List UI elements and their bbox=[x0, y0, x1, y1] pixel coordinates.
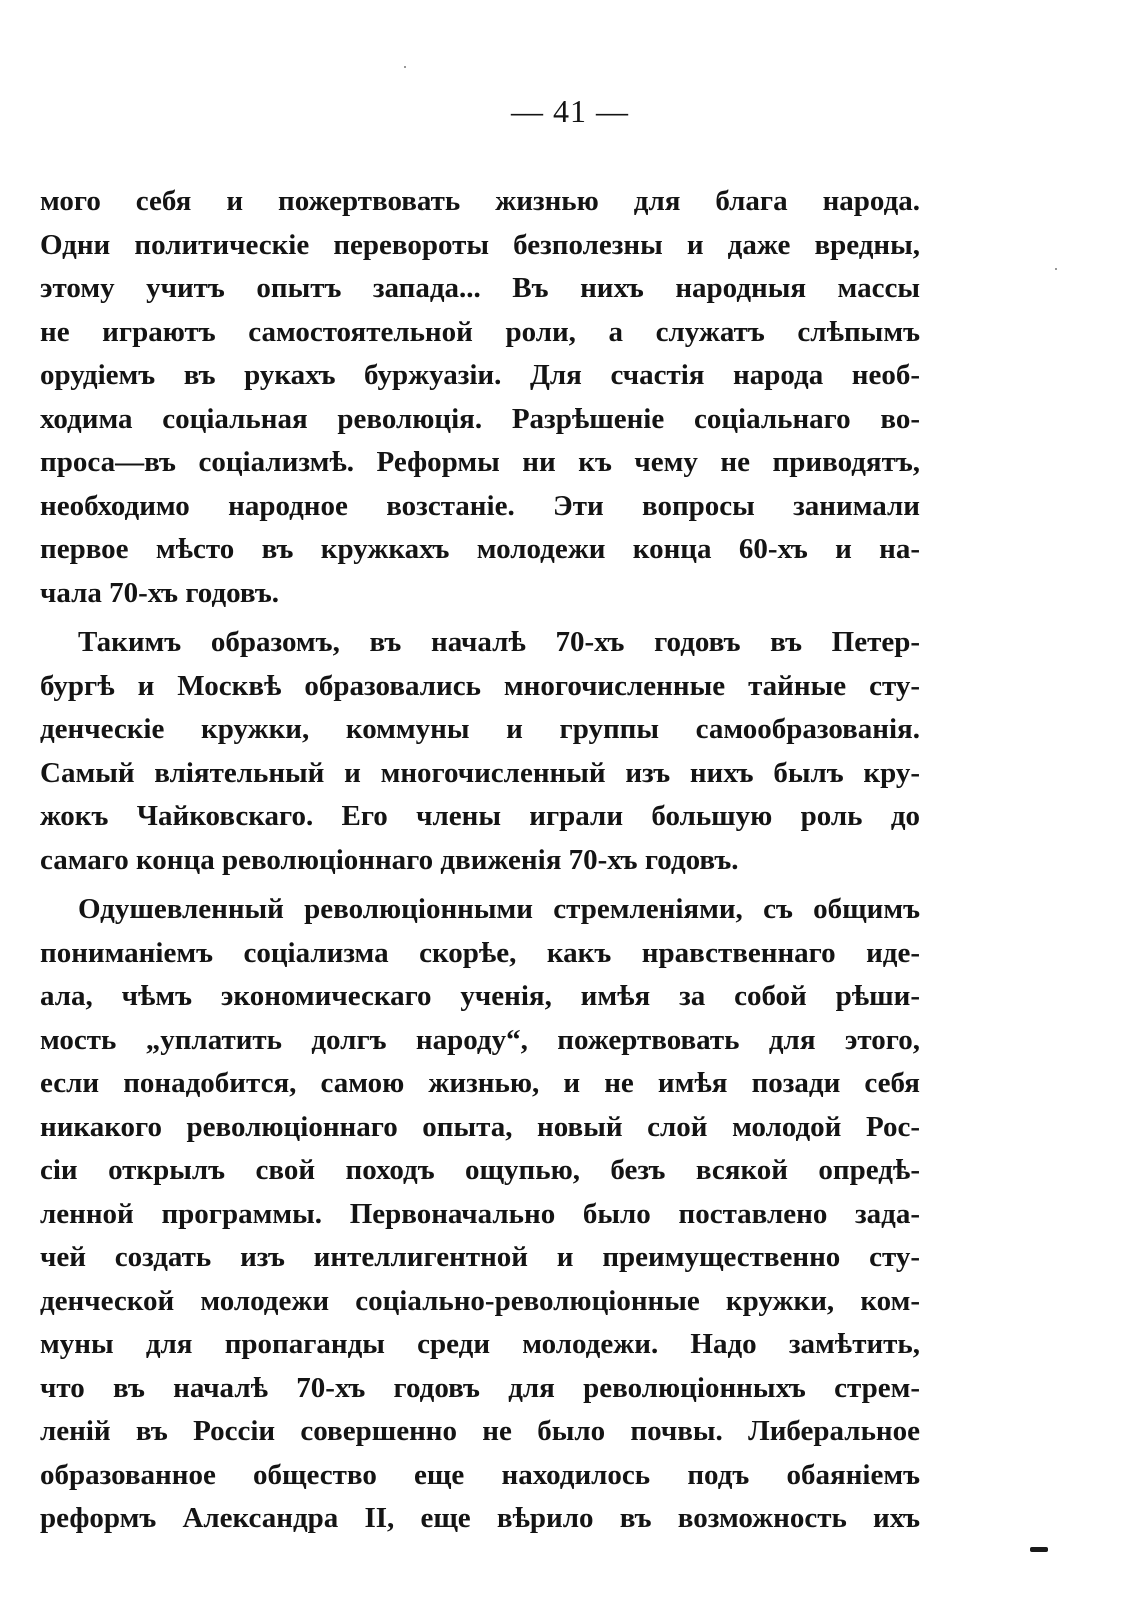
text-line: Самый вліятельный и многочисленный изъ нихъ былъ кру- bbox=[40, 756, 920, 789]
text-line: не играютъ самостоятельной роли, а служатъ слѣпымъ bbox=[40, 315, 920, 348]
text-line: чала 70-хъ годовъ. bbox=[40, 576, 279, 609]
text-line: необходимо народное возстаніе. Эти вопросы занимали bbox=[40, 489, 920, 522]
text-line: леній въ Россіи совершенно не было почвы. Либеральное bbox=[40, 1415, 920, 1447]
text-line: бургѣ и Москвѣ образовались многочисленные тайные сту- bbox=[40, 669, 920, 702]
print-speck bbox=[404, 66, 406, 68]
text-line: ала, чѣмъ экономическаго ученія, имѣя за собой рѣши- bbox=[40, 980, 920, 1012]
paragraph bbox=[40, 180, 920, 615]
text-line: реформъ Александра II, еще вѣрило въ возможность ихъ bbox=[40, 1502, 920, 1534]
text-line: Одушевленный революціонными стремленіями, съ общимъ bbox=[78, 893, 920, 925]
paragraph bbox=[40, 621, 920, 882]
body-text bbox=[40, 180, 920, 1541]
text-line: сіи открылъ свой походъ ощупью, безъ всякой опредѣ- bbox=[40, 1154, 920, 1186]
text-line: первое мѣсто въ кружкахъ молодежи конца 60-хъ и на- bbox=[40, 533, 920, 565]
text-line: мость „уплатить долгъ народу“, пожертвовать для этого, bbox=[40, 1023, 920, 1056]
text-line: ленной программы. Первоначально было поставлено зада- bbox=[40, 1197, 920, 1230]
text-line: пониманіемъ соціализма скорѣе, какъ нравственнаго иде- bbox=[40, 936, 920, 969]
text-line: этому учитъ опытъ запада... Въ нихъ народныя массы bbox=[40, 272, 920, 304]
text-line: чей создать изъ интеллигентной и преимущественно сту- bbox=[40, 1241, 920, 1273]
page-number: — 41 — bbox=[511, 93, 629, 129]
print-speck bbox=[1055, 268, 1057, 270]
text-line: самаго конца революціоннаго движенія 70-хъ годовъ. bbox=[40, 843, 739, 876]
text-line: что въ началѣ 70-хъ годовъ для революціонныхъ стрем- bbox=[40, 1371, 920, 1404]
page-edge-mark bbox=[1030, 1547, 1048, 1552]
text-line: если понадобится, самою жизнью, и не имѣя позади себя bbox=[40, 1067, 920, 1099]
text-line: денческой молодежи соціально-революціонные кружки, ком- bbox=[40, 1284, 920, 1317]
paragraph bbox=[40, 888, 920, 1541]
text-line: Такимъ образомъ, въ началѣ 70-хъ годовъ въ Петер- bbox=[78, 626, 920, 658]
text-line: жокъ Чайковскаго. Его члены играли большую роль до bbox=[40, 800, 920, 832]
text-line: проса—въ соціализмѣ. Реформы ни къ чему не приводятъ, bbox=[40, 446, 920, 478]
text-line: никакого революціоннаго опыта, новый слой молодой Рос- bbox=[40, 1110, 920, 1143]
text-line: денческіе кружки, коммуны и группы самообразованія. bbox=[40, 713, 920, 745]
text-line: ходима соціальная революція. Разрѣшеніе соціальнаго во- bbox=[40, 402, 920, 435]
text-line: Одни политическіе перевороты безполезны и даже вредны, bbox=[40, 228, 920, 261]
text-line: орудіемъ въ рукахъ буржуазіи. Для счастія народа необ- bbox=[40, 359, 920, 391]
text-line: мого себя и пожертвовать жизнью для блага народа. bbox=[40, 185, 920, 217]
text-line: образованное общество еще находилось подъ обаяніемъ bbox=[40, 1458, 920, 1491]
text-line: муны для пропаганды среди молодежи. Надо замѣтить, bbox=[40, 1328, 920, 1360]
